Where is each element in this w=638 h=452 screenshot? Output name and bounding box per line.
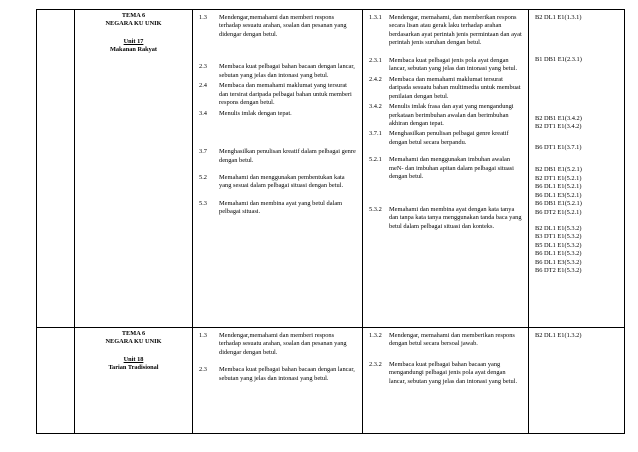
blank-cell — [37, 328, 75, 434]
unit-number: Unit 17 — [123, 37, 144, 45]
unit-title: Makanan Rakyat — [109, 45, 158, 53]
list-item: 2.3.2 Membaca kuat pelbagai bahan bacaan yang mengandungi pelbagai jenis pola ayat dengan lancar, sebutan yang jelas dan intonasi yang betul. — [369, 360, 518, 385]
tema-subtitle: NEGARA KU UNIK — [105, 338, 162, 346]
standard-pembelajaran-cell — [363, 10, 529, 328]
list-item: B2 DL1 E1(1.3.2) — [535, 332, 582, 339]
list-item: 2.4 Membaca dan memahami maklumat yang tersurat dan tersirat daripada pelbagai bahan untuk memberi respons dengan betul. — [199, 82, 352, 107]
list-item: B6 DT1 E1(3.7.1) — [535, 143, 582, 151]
list-item: B1 DB1 E1(2.3.1) — [535, 56, 582, 64]
standard-prestasi-cell — [529, 10, 625, 328]
list-item: 1.3 Mendengar,memahami dan memberi respons terhadap sesuatu arahan, soalan dan pesanan yang didengar dengan betul. — [199, 14, 347, 38]
list-item: 5.2 Memahami dan menggunakan pembentukan kata yang sesuai dalam pelbagai situasi dengan betul. — [199, 173, 345, 190]
lesson-plan-table — [36, 9, 625, 434]
list-item: B2 DL1 E1(1.3.1) — [535, 14, 582, 21]
list-item: 5.3 Memahami dan membina ayat yang betul dalam pelbagai situasi. — [199, 199, 343, 216]
unit-number: Unit 18 — [123, 355, 144, 363]
unit-title: Tarian Tradisional — [108, 363, 159, 371]
list-item: 1.3.2 Mendengar, memahami dan memberikan respons dengan betul secara bersoal jawab. — [369, 332, 515, 348]
list-item: 3.4.2 Menulis imlak frasa dan ayat yang mengandungi perkataan berimbuhan awalan dan berimbuhan akhiran dengan tepat. — [369, 103, 514, 127]
standard-prestasi-cell — [529, 328, 625, 434]
list-item: 3.7 Menghasilkan penulisan kreatif dalam pelbagai genre dengan betul. — [199, 148, 356, 164]
tema-title: TEMA 6 — [121, 330, 146, 337]
list-item: 2.4.2 Membaca dan memahami maklumat tersurat daripada sesuatu bahan multimedia untuk membuat penilaian dengan betul. — [369, 75, 521, 100]
standard-kandungan-cell — [193, 10, 363, 328]
tema-cell — [75, 10, 193, 328]
list-item: 3.7.1 Menghasilkan penulisan pelbagai genre kreatif dengan betul secara berpandu. — [369, 130, 509, 146]
list-item: 2.3.1 Membaca kuat pelbagai jenis pola ayat dengan lancar, sebutan yang jelas dan intonasi yang betul. — [369, 56, 518, 73]
list-item: B2 DB1 E1(3.4.2) B2 DT1 E1(3.4.2) — [535, 114, 582, 131]
list-item: 3.4 Menulis imlak dengan tepat. — [199, 109, 292, 117]
tema-title: TEMA 6 — [121, 12, 146, 19]
tema-cell — [75, 328, 193, 434]
list-item: B2 DB1 E1(5.2.1) B2 DT1 E1(5.2.1) B6 DL1 E1(5.2.1) B6 DL1 E3(5.2.1) B6 DB1 E1(5.2.1) B6 DT2 E1(5.2.1) — [535, 166, 582, 216]
tema-subtitle: NEGARA KU UNIK — [105, 20, 162, 28]
standard-pembelajaran-cell — [363, 328, 529, 434]
list-item: 1.3.1 Mendengar, memahami, dan memberikan respons secara lisan atau gerak laku terhadap arahan berdasarkan ayat perintah jenis permintaan dan ayat perintah jenis suruhan dengan betul. — [369, 14, 522, 47]
list-item: 1.3 Mendengar,memahami dan memberi respons terhadap sesuatu arahan, soalan dan pesanan yang didengar dengan betul. — [199, 332, 347, 356]
list-item: 5.2.1 Memahami dan menggunakan imbuhan awalan meN- dan imbuhan apitan dalam pelbagai situasi dengan betul. — [369, 156, 514, 181]
list-item: B2 DL1 E1(5.3.2) B3 DT1 E1(5.3.2) B5 DL1 E1(5.3.2) B6 DL1 E1(5.3.2) B6 DL1 E3(5.3.2) B6 DT2 E1(5.3.2) — [535, 224, 582, 275]
list-item: 2.3 Membaca kuat pelbagai bahan bacaan dengan lancar, sebutan yang jelas dan intonasi yang betul. — [199, 366, 355, 382]
list-item: 5.3.2 Memahami dan membina ayat dengan kata tanya dan tanpa kata tanya menggunakan tanda baca yang betul dalam pelbagai situasi dan konteks. — [369, 205, 522, 230]
blank-cell — [37, 10, 75, 328]
table-row — [37, 10, 625, 328]
table-row — [37, 328, 625, 434]
standard-kandungan-cell — [193, 328, 363, 434]
list-item: 2.3 Membaca kuat pelbagai bahan bacaan dengan lancar, sebutan yang jelas dan intonasi yang betul. — [199, 63, 355, 79]
